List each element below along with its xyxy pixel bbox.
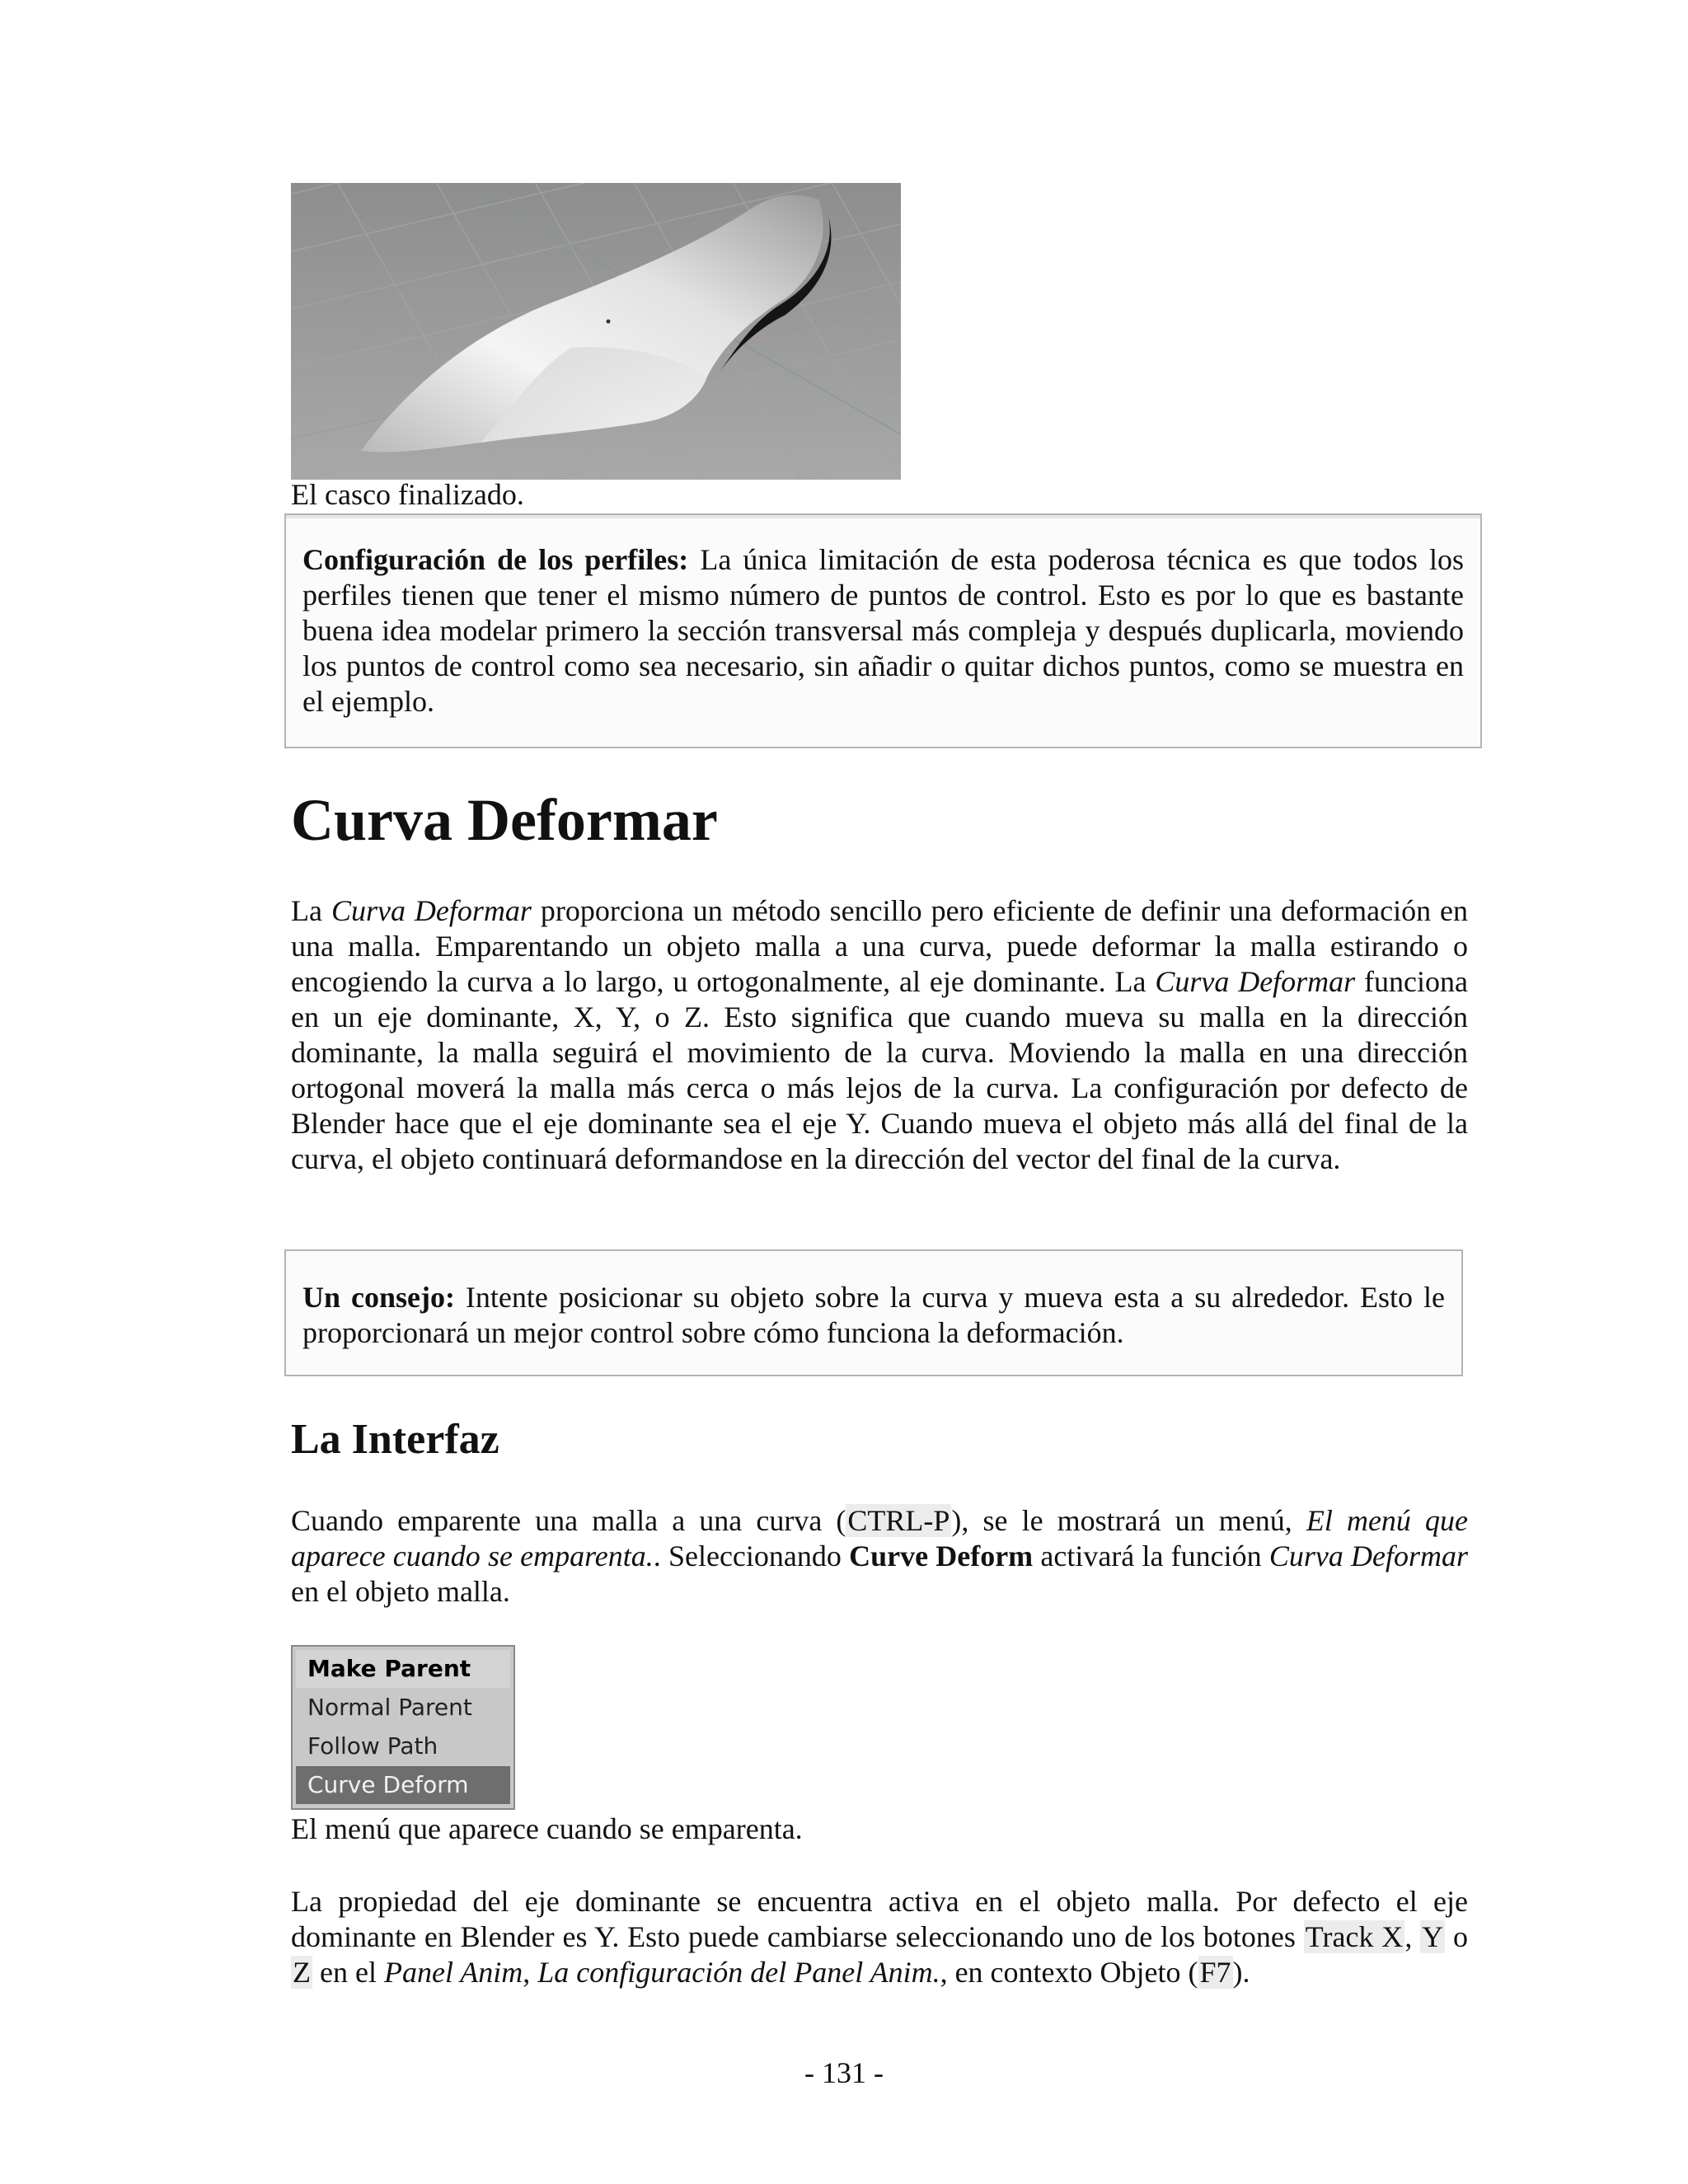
text-run: en el [312, 1956, 384, 1989]
text-run: proporciona un método sencillo pero eficiente de definir una deformación en una malla. Emparentando un objeto malla a una curva, puede deformar la malla estirando o encogiendo la curva a lo largo, u ortogonalmente, al eje dominante. La [291, 894, 1469, 998]
button-track-x: Track X [1305, 1920, 1404, 1953]
note-profiles-label: Configuración de los perfiles: [302, 543, 689, 576]
text-run: funciona en un eje dominante, X, Y, o Z. Esto significa que cuando mueva su malla en la dirección dominante, la malla seguirá el movimiento de la curva. Moviendo la malla en una dirección ortogonal moverá la malla más cerca o más lejos de la curva. La configuración por defecto de Blender hace que el eje dominante sea el eje Y. Cuando mueva el objeto más allá del final de la curva, el objeto continuará deformandose en la dirección del vector del final de la curva. [291, 965, 1468, 1175]
text-run: ). [1232, 1956, 1250, 1989]
helmet-render-svg [291, 183, 901, 480]
note-tip-body: Intente posicionar su objeto sobre la curva y mueva esta a su alrededor. Esto le proporcionará un mejor control sobre cómo funciona la deformación. [302, 1281, 1445, 1349]
text-run: ), se le mostrará un menú, [951, 1504, 1306, 1537]
text-run: . Seleccionando [653, 1540, 850, 1572]
track-paragraph [291, 1884, 1468, 1990]
text-run: La propiedad del eje dominante se encuentra activa en el objeto malla. Por defecto el eje dominante en Blender es Y. Esto puede cambiarse seleccionando uno de los botones [291, 1885, 1468, 1953]
term-curva-deformar: Curva Deformar [1268, 1540, 1468, 1572]
text-run: o [1445, 1920, 1469, 1953]
note-tip-label: Un consejo: [302, 1281, 455, 1314]
term-curva-deformar: Curva Deformar [1155, 965, 1356, 998]
figure-caption: El casco finalizado. [291, 478, 524, 511]
shortcut-ctrl-p: CTRL-P [847, 1504, 950, 1537]
interface-paragraph [291, 1503, 1468, 1610]
text-run: activará la función [1033, 1540, 1269, 1572]
note-box-tip [284, 1249, 1463, 1376]
page-number: - 131 - [804, 2056, 884, 2089]
term-curva-deformar: Curva Deformar [331, 894, 532, 927]
subsection-title: La Interfaz [291, 1416, 499, 1463]
panel-anim-reference: Panel Anim [383, 1956, 523, 1989]
make-parent-menu [291, 1645, 515, 1810]
section-title: Curva Deformar [291, 787, 718, 853]
button-track-y: Y [1422, 1920, 1444, 1953]
button-track-z: Z [293, 1956, 311, 1989]
section-paragraph [291, 893, 1468, 1177]
figure-reference: La configuración del Panel Anim. [537, 1956, 940, 1989]
text-run: La [291, 894, 331, 927]
figure-reference: El menú que aparece cuando se emparenta. [291, 1504, 1468, 1572]
note-profiles-body: La única limitación de esta poderosa técnica es que todos los perfiles tienen que tener el mismo número de puntos de control. Esto es por lo que es bastante buena idea modelar primero la sección transversal más compleja y después duplicarla, moviendo los puntos de control como sea necesario, sin añadir o quitar dichos puntos, como se muestra en el ejemplo. [302, 543, 1464, 718]
helmet-render-image [291, 183, 901, 480]
menu-item-follow-path[interactable]: Follow Path [307, 1732, 438, 1760]
shortcut-f7: F7 [1199, 1956, 1231, 1989]
menu-item-curve-deform[interactable]: Curve Deform [296, 1766, 510, 1804]
note-top-bar [286, 515, 1480, 518]
menu-caption: El menú que aparece cuando se emparenta. [291, 1812, 803, 1845]
menu-header: Make Parent [296, 1650, 510, 1688]
menu-item-reference: Curve Deform [849, 1540, 1034, 1572]
note-tip-text [286, 1251, 1461, 1351]
note-box-profiles [284, 513, 1482, 748]
text-run: Cuando emparente una malla a una curva ( [291, 1504, 846, 1537]
text-run: , [1404, 1920, 1421, 1953]
text-run: , [523, 1956, 538, 1989]
text-run: , en contexto Objeto ( [940, 1956, 1198, 1989]
menu-item-normal-parent[interactable]: Normal Parent [307, 1694, 472, 1721]
text-run: en el objeto malla. [291, 1575, 510, 1608]
note-profiles-text [286, 515, 1480, 719]
